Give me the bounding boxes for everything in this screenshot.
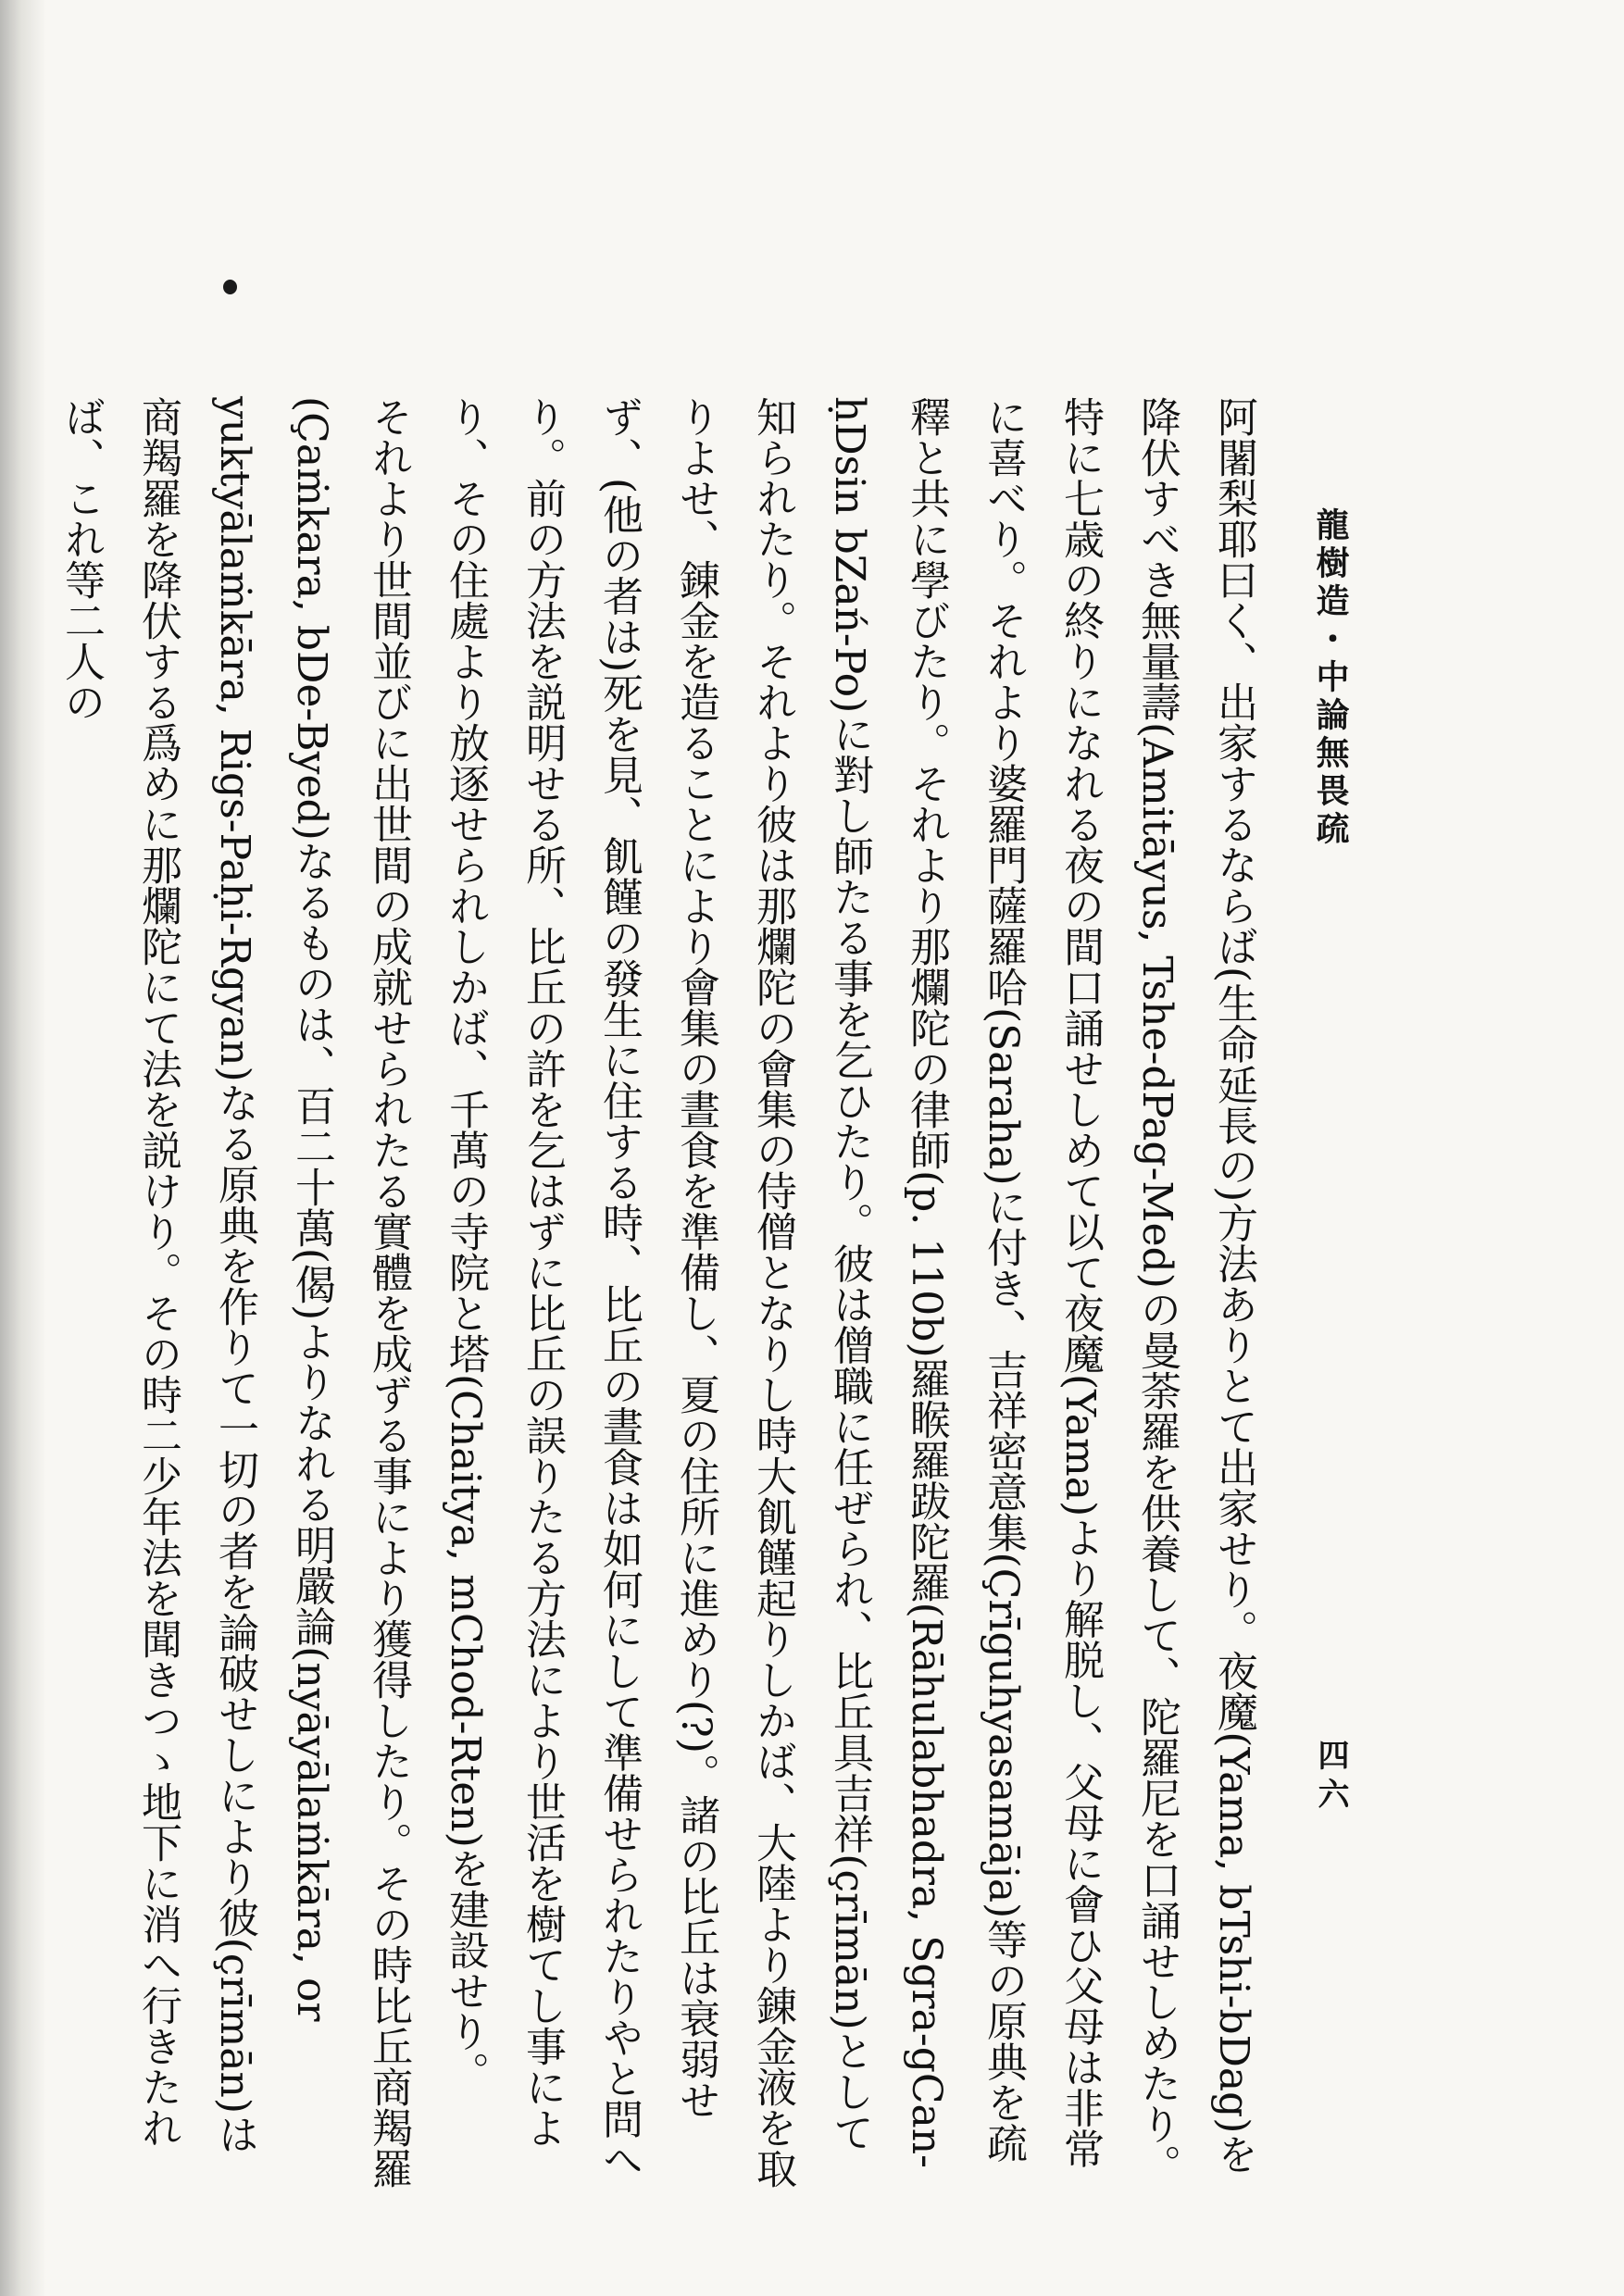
running-title: 龍樹造・中論無畏疏 (1311, 507, 1350, 849)
margin-ink-dot (223, 280, 237, 294)
body-text (57, 396, 1272, 2192)
binding-gutter-shadow (0, 0, 46, 2296)
page-number: 四六 (1312, 1739, 1349, 1816)
paragraph: それより世間並びに出世間の成就せられたる實體を成ずる事により獲得したり。その時比丘商羯羅(Çaṁkara, bDe-Byed)なるものは、百二十萬(偈)よりなれる明嚴論(nyāyālaṁkāra, or yuktyālaṁkāra, Rigs-Paḥi-Rgyan)なる原典を作りて一切の者を論破せしにより彼(çrīmān)は商羯羅を降伏する爲めに那爛陀にて法を説けり。その時二少年法を聞きつゝ地下に消へ行きたれば、これ等二人の (57, 396, 412, 2189)
paragraph: 阿闍梨耶曰く、出家するならば(生命延長の)方法ありとて出家せり。夜魔(Yama, bTshi-bDag)を降伏すべき無量壽(Amitāyus, Tshe-dPag-Med)の曼荼羅を供養して、陀羅尼を口誦せしめたり。特に七歳の終りになれる夜の間口誦せしめて以て夜魔(Yama)より解脱し、父母に會ひ父母は非常に喜べり。それより婆羅門薩羅哈(Saraha)に付き、吉祥密意集(Çrīguhyasamāja)等の原典を疏釋と共に學びたり。それより那爛陀の律師(p. 110b)羅睺羅跋陀羅(Rāhulabhadra, Sgra-gCan-ḥDsin bZań-Po)に對し師たる事を乞ひたり。彼は僧職に任ぜられ、比丘具吉祥(çrīmān)として知られたり。それより彼は那爛陀の會集の侍僧となりし時大飢饉起りしかば、大陸より錬金液を取りよせ、錬金を造ることにより會集の晝食を準備し、夏の住所に進めり(?)。諸の比丘は衰弱せず、(他の者は)死を見、飢饉の發生に住する時、比丘の晝食は如何にして準備せられたりやと問へり。前の方法を説明せる所、比丘の許を乞はずに比丘の誤りたる方法により世活を樹てし事により、その住處より放逐せられしかば、千萬の寺院と塔(Chaitya, mChod-Rten)を建設せり。 (442, 396, 1257, 2189)
